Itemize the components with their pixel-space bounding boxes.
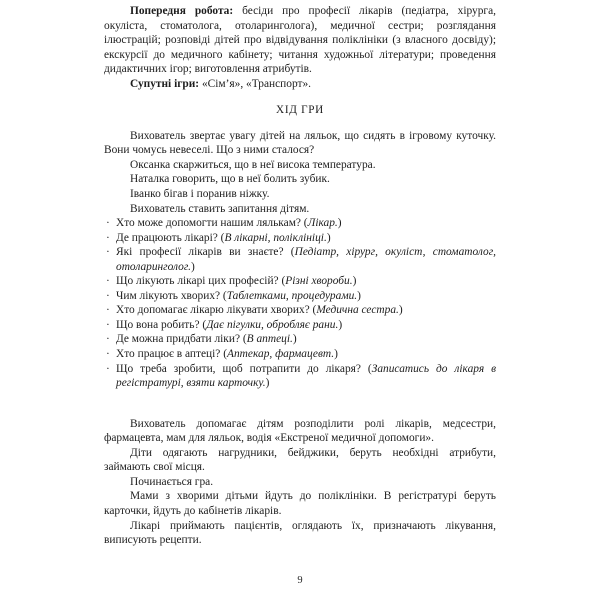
question-text: Хто може допомогти нашим лялькам? ( [116, 217, 308, 230]
text-column [104, 4, 496, 548]
bullet-icon: · [106, 348, 110, 361]
dialogue-line: Вихователь ставить запитання дітям. [130, 202, 310, 215]
question-text: Що треба зробити, щоб потрапити до лікаря? ( [116, 362, 372, 375]
paragraph-closing: Лікарі приймають пацієнтів, оглядають їх, призначають лікування, виписують рецепти. [104, 519, 496, 547]
answer-text: Записатись до лікаря в регістратурі, взяти карточку. [116, 362, 497, 390]
answer-text: Різні хвороби. [285, 275, 353, 288]
page-number: 9 [297, 575, 303, 586]
paragraph-closing: Починається гра. [130, 475, 214, 488]
paragraph-related-games [104, 77, 496, 92]
bullet-icon: · [106, 362, 110, 375]
list-item [104, 274, 496, 289]
dialogue-line: Іванко бігав і поранив ніжку. [130, 188, 270, 201]
spacer-before-closing [104, 391, 496, 417]
answer-text: Педіатр, хірург, окуліст, стоматолог, отоларинголог. [116, 246, 496, 273]
question-text: Що вона робить? ( [116, 318, 207, 331]
related-games-lead: Супутні ігри: [130, 77, 200, 90]
dialogue-line: Оксанка скаржиться, що в неї висока температура. [130, 158, 376, 171]
paragraph-closing: Вихователь допомагає дітям розподілити ролі лікарів, медсестри, фармацевта, мам для ляльок, водія «Екстреної медичної допомоги». [104, 417, 496, 445]
spacer-before-heading [104, 91, 496, 103]
bullet-icon: · [106, 333, 110, 346]
bullet-icon: · [106, 318, 110, 331]
answer-text: Таблетками, процедурами. [226, 289, 358, 302]
list-item [104, 318, 496, 333]
bullet-icon: · [106, 304, 110, 317]
answer-close: ) [326, 231, 331, 244]
question-text: Які професії лікарів ви знаєте? ( [116, 246, 295, 259]
question-text: Хто працює в аптеці? ( [116, 348, 228, 361]
answer-text: Дає пігулки, обробляє рани. [206, 318, 339, 331]
question-text: Хто допомагає лікарю лікувати хворих? ( [116, 304, 317, 317]
section-heading-game-course: ХІД ГРИ [276, 104, 324, 117]
spacer-after-heading [104, 118, 496, 129]
list-item [104, 231, 496, 246]
bullet-icon: · [106, 217, 110, 230]
answer-close: ) [190, 260, 195, 273]
question-text: Де можна придбати ліки? ( [116, 333, 247, 346]
bullet-icon: · [106, 231, 110, 244]
paragraph-closing: Діти одягають нагрудники, бейджики, беруть необхідні атрибути, займають свої місця. [104, 446, 496, 474]
preliminary-work-body: бесіди про професії лікарів (педіатра, хірурга, окуліста, стоматолога, отоларинголога), медичної сестри; розглядання ілюстрацій; розповіді дітей про відвідування поліклініки (з власного досвіду); екскурсії до медичного кабінету; читання художньої літератури; проведення дидактичних ігор; виготовлення атрибутів. [104, 5, 496, 76]
list-item [104, 332, 496, 347]
question-text: Що лікують лікарі цих професій? ( [116, 275, 286, 288]
answer-text: Аптекар, фармацевт. [227, 348, 335, 361]
answer-text: Лікар. [307, 217, 338, 230]
answer-text: В аптеці. [246, 333, 293, 346]
answer-close: ) [338, 318, 343, 331]
answer-close: ) [334, 348, 338, 361]
answer-close: ) [398, 304, 403, 317]
answer-text: Медична сестра. [316, 304, 399, 317]
answer-close: ) [352, 275, 357, 288]
answer-close: ) [337, 217, 342, 230]
list-item [104, 303, 496, 318]
paragraph-preliminary-work [104, 4, 496, 77]
list-item [104, 347, 496, 362]
bullet-icon: · [106, 246, 110, 259]
related-games-body: «Сім’я», «Транспорт». [199, 77, 312, 90]
paragraph-closing: Мами з хворими дітьми йдуть до поліклініки. В регістратурі беруть карточки, йдуть до кабінетів лікарів. [104, 490, 496, 517]
answer-close: ) [292, 333, 297, 346]
list-item [104, 216, 496, 231]
answer-close: ) [265, 377, 270, 390]
answer-text: В лікарні, поліклініці. [224, 231, 327, 244]
question-text: Чим лікують хворих? ( [116, 289, 227, 302]
list-item [104, 289, 496, 304]
bullet-icon: · [106, 275, 110, 288]
answer-close: ) [357, 289, 361, 302]
dialogue-line: Наталка говорить, що в неї болить зубик. [130, 173, 330, 186]
question-text: Де працюють лікарі? ( [116, 231, 225, 244]
preliminary-work-lead: Попередня робота: [130, 5, 234, 17]
question-list [104, 216, 496, 391]
paragraph-intro: Вихователь звертає увагу дітей на ляльок, що сидять в ігровому куточку. Вони чомусь невеселі. Що з ними сталося? [104, 129, 496, 157]
list-item [104, 362, 496, 391]
bullet-icon: · [106, 289, 110, 302]
list-item [104, 245, 496, 274]
